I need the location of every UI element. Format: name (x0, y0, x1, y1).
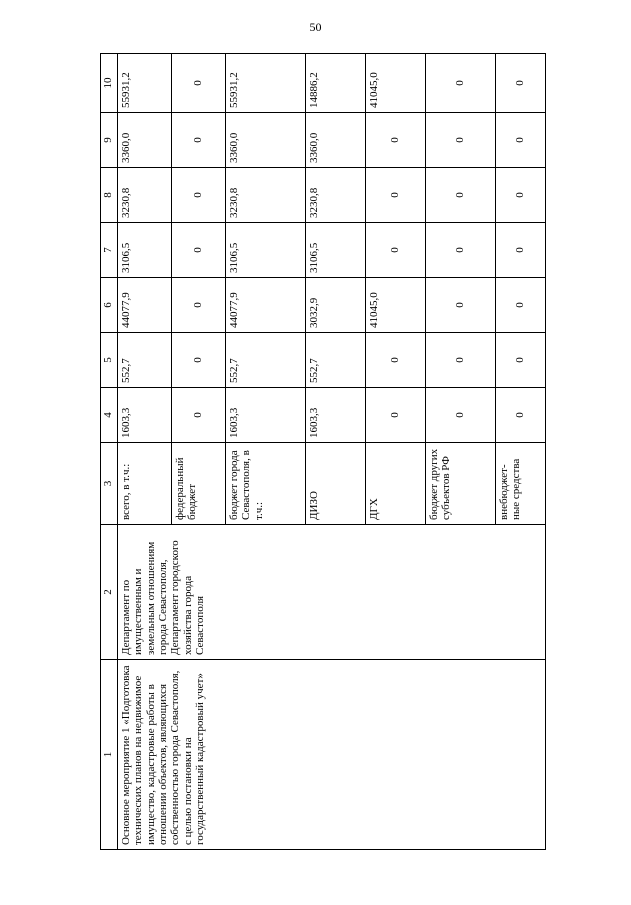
value-cell: 14886,2 (306, 54, 366, 113)
funding-source-cell: бюджет города Севастополя, в т.ч.: (226, 443, 306, 525)
header-cell: 3 (101, 443, 118, 525)
table-row (118, 54, 172, 850)
value-cell: 41045,0 (366, 278, 426, 333)
value-cell: 0 (426, 54, 496, 113)
header-cell: 1 (101, 660, 118, 850)
value-cell: 0 (496, 333, 546, 388)
value-cell: 552,7 (306, 333, 366, 388)
value-cell: 1603,3 (226, 388, 306, 443)
value-cell: 0 (172, 168, 226, 223)
header-cell: 6 (101, 278, 118, 333)
value-cell: 3230,8 (306, 168, 366, 223)
value-cell: 3360,0 (226, 113, 306, 168)
page-number: 50 (309, 20, 322, 34)
value-cell: 0 (172, 54, 226, 113)
value-cell: 0 (172, 113, 226, 168)
value-cell: 0 (172, 278, 226, 333)
value-cell: 41045,0 (366, 54, 426, 113)
header-cell: 9 (101, 113, 118, 168)
header-cell: 8 (101, 168, 118, 223)
funding-source-cell: ДИЗО (306, 443, 366, 525)
value-cell: 0 (496, 388, 546, 443)
value-cell: 1603,3 (118, 388, 172, 443)
value-cell: 0 (366, 223, 426, 278)
funding-source-cell: внебюджет-ные средства (496, 443, 546, 525)
value-cell: 55931,2 (226, 54, 306, 113)
value-cell: 3032,9 (306, 278, 366, 333)
value-cell: 0 (172, 333, 226, 388)
value-cell: 0 (426, 278, 496, 333)
rotated-table-frame (100, 54, 545, 850)
value-cell: 0 (426, 113, 496, 168)
value-cell: 3106,5 (118, 223, 172, 278)
header-row (101, 54, 118, 850)
value-cell: 0 (496, 113, 546, 168)
value-cell: 0 (366, 333, 426, 388)
funding-source-cell: всего, в т.ч.: (118, 443, 172, 525)
value-cell: 0 (426, 223, 496, 278)
header-cell: 4 (101, 388, 118, 443)
value-cell: 0 (366, 168, 426, 223)
value-cell: 44077,9 (226, 278, 306, 333)
responsible-executor-cell: Департамент по имущественным и земельным отношениям города Севастополя, Департамент городского хозяйства города Севастополя (118, 525, 546, 660)
funding-table (100, 53, 546, 850)
funding-source-cell: федеральный бюджет (172, 443, 226, 525)
value-cell: 0 (366, 388, 426, 443)
header-cell: 2 (101, 525, 118, 660)
funding-source-cell: ДГХ (366, 443, 426, 525)
value-cell: 55931,2 (118, 54, 172, 113)
value-cell: 3230,8 (226, 168, 306, 223)
value-cell: 3106,5 (306, 223, 366, 278)
funding-source-cell: бюджет других субъектов РФ (426, 443, 496, 525)
header-cell: 10 (101, 54, 118, 113)
value-cell: 0 (426, 168, 496, 223)
value-cell: 0 (172, 223, 226, 278)
value-cell: 3106,5 (226, 223, 306, 278)
value-cell: 0 (496, 54, 546, 113)
value-cell: 3360,0 (306, 113, 366, 168)
value-cell: 0 (172, 388, 226, 443)
table-container (100, 54, 545, 850)
value-cell: 0 (426, 388, 496, 443)
value-cell: 44077,9 (118, 278, 172, 333)
value-cell: 552,7 (226, 333, 306, 388)
value-cell: 3360,0 (118, 113, 172, 168)
value-cell: 0 (496, 223, 546, 278)
header-cell: 7 (101, 223, 118, 278)
header-cell: 5 (101, 333, 118, 388)
value-cell: 0 (366, 113, 426, 168)
value-cell: 1603,3 (306, 388, 366, 443)
value-cell: 552,7 (118, 333, 172, 388)
value-cell: 3230,8 (118, 168, 172, 223)
value-cell: 0 (496, 278, 546, 333)
activity-description-cell: Основное мероприятие 1 «Подготовка технических планов на недвижимое имущество, кадастровые работы в отношении объектов, являющихся собственностью города Севастополя, с целью постановки на государственный кадастровый учет» (118, 660, 546, 850)
value-cell: 0 (496, 168, 546, 223)
value-cell: 0 (426, 333, 496, 388)
